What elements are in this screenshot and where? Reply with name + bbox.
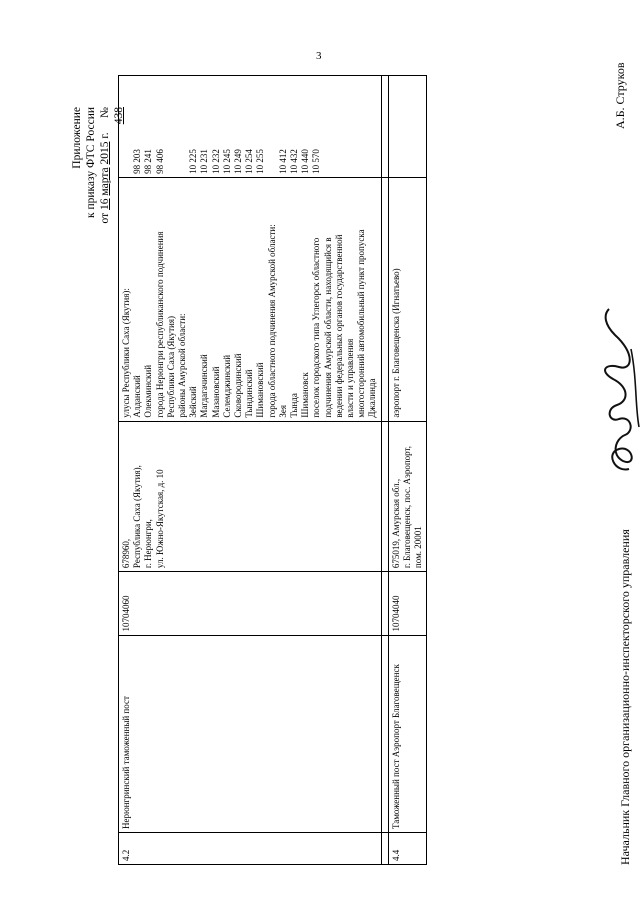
post-name: Нерюнгринский таможенный пост <box>119 635 382 833</box>
post-territory <box>119 177 382 421</box>
header-day: 16 <box>99 198 111 210</box>
post-territory-line: Магдагачинский <box>199 354 210 418</box>
header-date-number: от 16 марта 2015 г. № 438 <box>99 107 125 224</box>
signer-name: А.Б. Струков <box>613 62 627 129</box>
okato-codes-line <box>367 79 378 174</box>
okato-codes-line: 10 570 <box>311 149 322 174</box>
okato-codes-line: 10 412 <box>277 149 288 174</box>
okato-codes-line <box>356 79 367 174</box>
header-year: 2015 <box>99 141 111 165</box>
post-territory-line: Олекминский <box>143 364 154 418</box>
okato-codes-line <box>323 79 334 174</box>
post-territory-line: районы Амурской области: <box>177 313 188 418</box>
post-name: Таможенный пост Аэропорт Благовещенск <box>388 635 427 833</box>
table-gap-row <box>381 76 388 865</box>
row-number: 4.4 <box>388 833 427 865</box>
okato-codes-line: 10 231 <box>199 149 210 174</box>
row-number: 4.2 <box>119 833 382 865</box>
post-address <box>388 421 427 571</box>
okato-codes <box>119 76 382 178</box>
post-territory-line: Зея <box>277 405 288 418</box>
post-code: 10704060 <box>119 572 382 635</box>
signer-position: Начальник Главного организационно-инспекторского управления <box>618 529 632 865</box>
okato-codes-line: 10 254 <box>244 149 255 174</box>
post-territory-line: Алданский <box>132 375 143 418</box>
okato-codes-line <box>334 79 345 174</box>
post-territory-line: Шимановск <box>300 372 311 418</box>
header-month: марта <box>99 167 111 196</box>
post-territory-line: города Нерюнгри республиканского подчинения <box>154 231 165 418</box>
okato-codes <box>388 76 427 178</box>
okato-codes-line: 10 255 <box>255 149 266 174</box>
okato-codes-line: 10 432 <box>289 149 300 174</box>
post-territory-line: Мазановский <box>210 366 221 418</box>
header-order-ref: к приказу ФТС России <box>85 107 97 218</box>
customs-posts-table <box>118 75 427 865</box>
handwritten-signature <box>595 305 640 475</box>
okato-codes-line: 10 245 <box>221 149 232 174</box>
okato-codes-line: 10 225 <box>188 149 199 174</box>
post-territory-line: аэропорт г. Благовещенска (Игнатьево) <box>390 268 401 418</box>
post-territory-line: Шимановский <box>255 362 266 418</box>
post-address-line: 675019, Амурская обл., <box>390 478 401 569</box>
header-order-number: 438 <box>113 107 125 125</box>
post-territory-line: Республики Саха (Якутия) <box>165 316 176 418</box>
post-code: 10704040 <box>388 572 427 635</box>
post-territory-line: Тындинский <box>244 369 255 418</box>
okato-codes-line: 10 249 <box>233 149 244 174</box>
post-territory-line: Зейский <box>188 386 199 418</box>
okato-codes-line: 10 440 <box>300 149 311 174</box>
okato-codes-line <box>267 79 278 174</box>
post-address-line: г. Нерюнгри, <box>143 519 154 569</box>
post-territory <box>388 177 427 421</box>
post-territory-line: власти и управления <box>345 338 356 418</box>
okato-codes-line: 10 232 <box>210 149 221 174</box>
okato-codes-line: 98 203 <box>132 149 143 174</box>
page-number: 3 <box>316 50 322 62</box>
post-territory-line: поселок городского типа Углегорск областного <box>311 237 322 418</box>
post-territory-line: улусы Республики Саха (Якутия): <box>121 288 131 418</box>
post-territory-line: Тында <box>289 393 300 418</box>
okato-codes-line <box>345 79 356 174</box>
post-address-line: Республика Саха (Якутия), <box>132 465 143 569</box>
post-territory-line: ведении федеральных органов государственной <box>333 234 344 418</box>
post-territory-line: многосторонний автомобильный пункт пропуска <box>356 229 367 418</box>
okato-codes-line: 98 406 <box>154 149 165 174</box>
post-territory-line: города областного подчинения Амурской области: <box>266 224 277 418</box>
table-row <box>119 76 382 865</box>
okato-codes-line <box>166 79 177 174</box>
post-territory-line: Джалинда <box>367 378 378 418</box>
okato-codes-line <box>177 79 188 174</box>
post-address-line: пом. 20001 <box>413 526 424 569</box>
post-address-line: ул. Южно-Якутская, д. 10 <box>154 469 165 569</box>
okato-codes-line <box>391 79 402 174</box>
post-address-line: 678960, <box>121 538 131 569</box>
post-territory-line: Селемджинский <box>221 354 232 418</box>
okato-codes-line <box>121 79 132 174</box>
post-address-line: г. Благовещенск, пос. Аэропорт, <box>401 445 412 569</box>
table-row <box>388 76 427 865</box>
post-territory-line: Сковородинский <box>233 353 244 418</box>
post-territory-line: подчинения Амурской области, находящийся в <box>322 237 333 418</box>
okato-codes-line: 98 241 <box>143 149 154 174</box>
header-title: Приложение <box>71 107 83 169</box>
post-address <box>119 421 382 571</box>
